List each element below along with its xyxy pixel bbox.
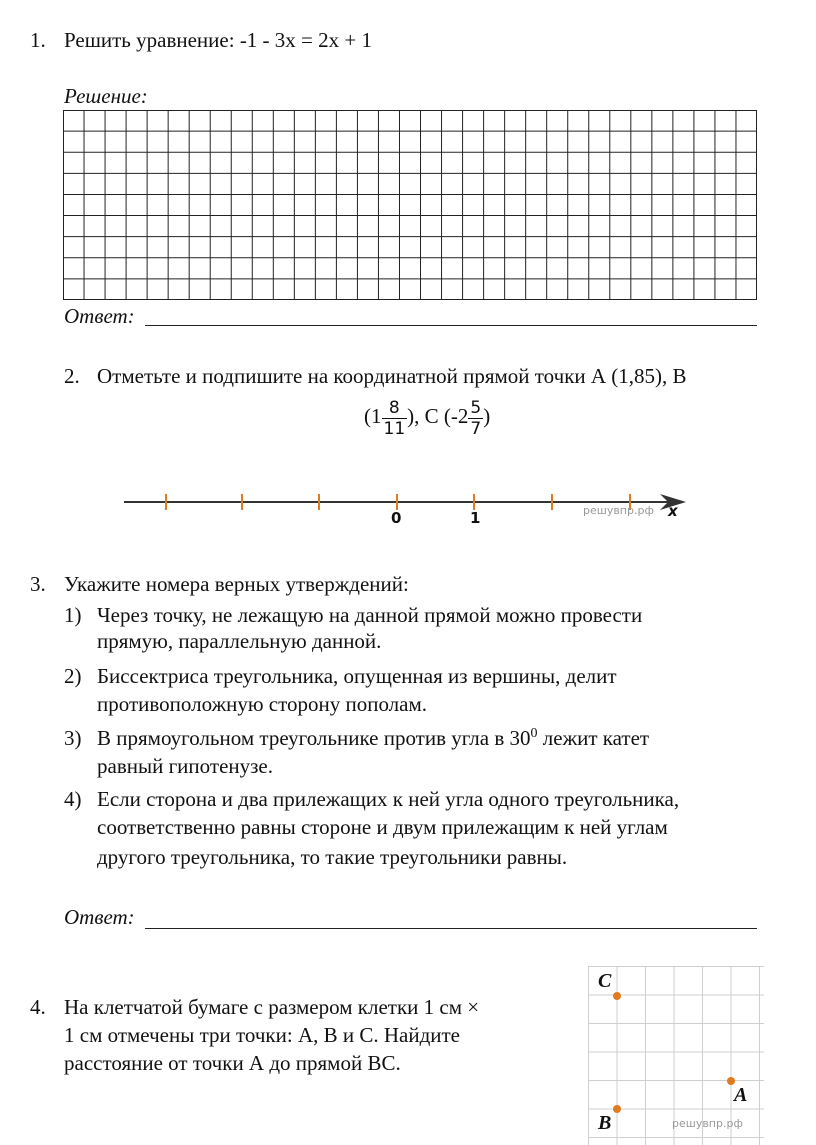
statement-2-line1: Биссектриса треугольника, опущенная из вершины, делит (97, 664, 617, 688)
point-b-denominator: 11 (383, 418, 406, 439)
statement-3-num: 3) (64, 726, 82, 750)
q4-number: 4. (30, 995, 46, 1019)
q1-number: 1. (30, 28, 46, 52)
point-b-open: (1 (364, 404, 382, 428)
q3-answer-label: Ответ: (64, 905, 135, 929)
solution-grid (63, 110, 757, 300)
statement-3-text-b: лежит катет (537, 726, 650, 750)
point-b-dot (613, 1105, 621, 1113)
statement-4-line3: другого треугольника, то такие треугольники равны. (97, 845, 568, 869)
statement-1-line1: Через точку, не лежащую на данной прямой можно провести (97, 603, 643, 627)
statement-1-line2: прямую, параллельную данной. (97, 629, 382, 653)
q4-line1: На клетчатой бумаге с размером клетки 1 см × (64, 995, 480, 1019)
statement-3-text-a: В прямоугольном треугольнике против угла в 30 (97, 726, 531, 750)
statement-2-line2: противоположную сторону пополам. (97, 692, 428, 716)
point-b-close: ), (407, 404, 420, 428)
q1-answer-label: Ответ: (64, 304, 135, 328)
statement-3-line2: равный гипотенузе. (97, 754, 273, 778)
statement-4-line2: соответственно равны стороне и двум прилежащим к ней углам (97, 815, 668, 839)
axis-x-label: x (668, 502, 678, 520)
point-a-label: A (734, 1084, 748, 1106)
q2-number: 2. (64, 364, 80, 388)
point-c-label: C (598, 970, 612, 992)
q3-answer-line[interactable] (145, 928, 757, 929)
q1-answer-line[interactable] (145, 325, 757, 326)
q1-solution-label: Решение: (64, 84, 148, 108)
point-c-dot (613, 992, 621, 1000)
q2-points-line (364, 388, 490, 444)
statement-4-line1: Если сторона и два прилежащих к ней угла одного треугольника, (97, 787, 680, 811)
q3-number: 3. (30, 572, 46, 596)
q2-text: Отметьте и подпишите на координатной прямой точки А (1,85), В (97, 364, 687, 388)
statement-4-num: 4) (64, 787, 82, 811)
point-b-fraction (382, 398, 408, 439)
point-b-numerator: 8 (388, 397, 400, 418)
axis-zero-label: 0 (391, 509, 402, 527)
axis-watermark: решувпр.рф (583, 504, 654, 517)
axis-one-label: 1 (470, 509, 481, 527)
q4-line3: расстояние от точки А до прямой ВС. (64, 1051, 401, 1075)
point-c-numerator: 5 (470, 397, 482, 418)
statement-1-num: 1) (64, 603, 82, 627)
q4-line2: 1 см отмечены три точки: А, В и С. Найдите (64, 1023, 461, 1047)
point-c-fraction (468, 398, 483, 439)
point-c-open: С (-2 (424, 404, 469, 428)
statement-2-num: 2) (64, 664, 82, 688)
statement-3-line1 (97, 724, 649, 752)
point-c-denominator: 7 (470, 418, 482, 439)
degree-superscript: 0 (530, 726, 538, 741)
q3-text: Укажите номера верных утверждений: (64, 572, 409, 596)
q4-watermark: решувпр.рф (672, 1117, 743, 1130)
q1-text: Решить уравнение: -1 - 3х = 2х + 1 (64, 28, 372, 52)
point-b-label: B (598, 1112, 612, 1134)
point-c-close: ) (483, 404, 491, 428)
